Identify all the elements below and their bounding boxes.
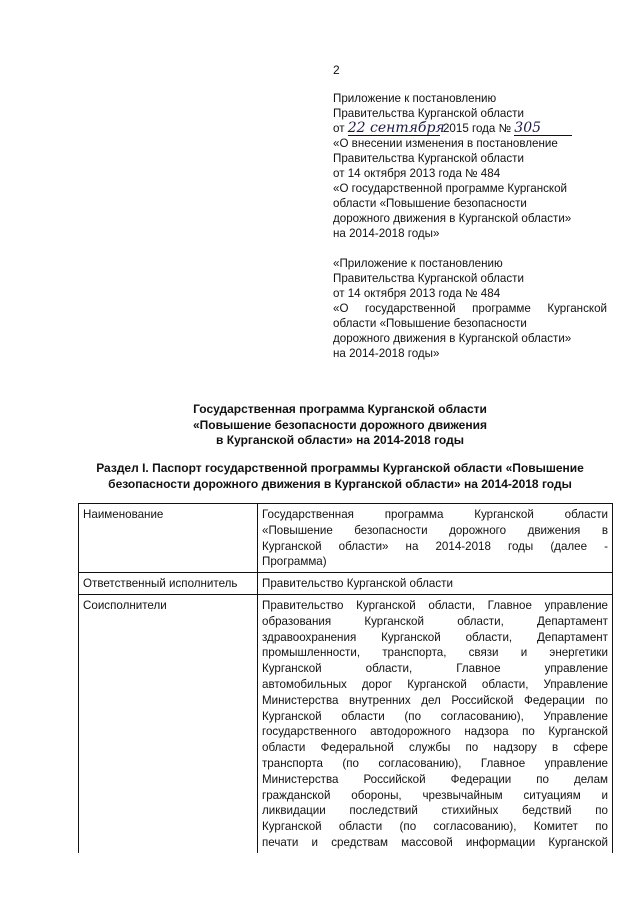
date-suffix: 2015 года № — [442, 122, 512, 135]
value-line: промышленности, транспорта, связи и энергетики — [262, 646, 608, 660]
table-row — [79, 573, 613, 595]
appendix-line: «Приложение к постановлению — [333, 257, 503, 270]
value-line: Курганской области» на 2014-2018 годы (далее - — [262, 539, 608, 553]
value-line: Правительство Курганской области — [262, 577, 453, 591]
section-title-line: Раздел I. Паспорт государственной программы Курганской области «Повышение — [96, 461, 584, 475]
appendix-line: от 14 октября 2013 года № 484 — [333, 167, 501, 180]
appendix-line: на 2014-2018 годы» — [333, 347, 440, 360]
appendix-line: Правительства Курганской области — [333, 152, 524, 165]
value-line: гражданской обороны, чрезвычайным ситуациям и — [262, 788, 608, 802]
appendix-line: от 14 октября 2013 года № 484 — [333, 287, 501, 300]
value-line: ликвидации последствий стихийных бедствий по — [262, 804, 608, 818]
passport-table — [78, 503, 613, 853]
appendix-line: дорожного движения в Курганской области» — [333, 332, 572, 345]
value-line: образования Курганской области, Департамент — [262, 614, 608, 628]
value-line: Государственная программа Курганской области — [262, 508, 608, 521]
appendix-line: «О государственной программе Курганской — [333, 182, 568, 195]
row-value — [258, 594, 613, 852]
value-line: транспорта (по согласованию), Главное управление — [262, 756, 608, 770]
program-title-line: в Курганской области» на 2014-2018 годы — [216, 433, 464, 447]
table-row — [79, 504, 613, 573]
section-title-line: безопасности дорожного движения в Курганской области» на 2014-2018 годы — [108, 476, 572, 491]
appendix-line: на 2014-2018 годы» — [333, 227, 440, 240]
date-prefix: от — [333, 122, 345, 135]
appendix-line: «О государственной программе Курганской — [333, 302, 607, 315]
value-line: печати и средствам массовой информации Курганской — [262, 835, 608, 849]
appendix-line: Правительства Курганской области — [333, 107, 524, 120]
appendix-line: Приложение к постановлению — [333, 92, 497, 105]
row-label: Наименование — [79, 504, 258, 573]
value-line: Программа) — [262, 555, 327, 569]
handwritten-date: 22 сентября — [347, 120, 445, 136]
value-line: «Повышение безопасности дорожного движения в — [262, 523, 608, 537]
row-label: Соисполнители — [79, 594, 258, 852]
value-line: Министерства внутренних дел Российской Федерации по — [262, 693, 608, 707]
program-title-line: «Повышение безопасности дорожного движения — [193, 417, 487, 432]
handwritten-number: 305 — [514, 122, 572, 136]
table-row — [79, 594, 613, 852]
program-title-line: Государственная программа Курганской области — [193, 402, 487, 416]
row-value — [258, 573, 613, 595]
value-line: Курганской области (по согласованию), Комитет по — [262, 820, 608, 834]
appendix-current-decree — [333, 91, 607, 241]
value-line: Министерства Российской Федерации по делам — [262, 772, 608, 786]
appendix-line: «О внесении изменения в постановление — [333, 137, 558, 150]
decree-date-line — [333, 121, 607, 136]
appendix-original-decree — [333, 256, 607, 361]
value-line: области Федеральной службы по надзору в сфере — [262, 741, 608, 755]
appendix-line: дорожного движения в Курганской области» — [333, 212, 572, 225]
appendix-line: области «Повышение безопасности — [333, 197, 527, 210]
program-title — [70, 402, 610, 449]
row-label: Ответственный исполнитель — [79, 573, 258, 595]
value-line: Курганской области, Главное управление — [262, 662, 608, 676]
row-value — [258, 504, 613, 573]
appendix-line: Правительства Курганской области — [333, 272, 524, 285]
page-number: 2 — [333, 63, 340, 77]
appendix-line: области «Повышение безопасности — [333, 317, 527, 330]
value-line: автомобильных дорог Курганской области, Управление — [262, 677, 608, 691]
value-line: Правительство Курганской области, Главное управление — [262, 598, 608, 612]
value-line: здравоохранения Курганской области, Департамент — [262, 630, 608, 644]
section-title — [60, 461, 620, 492]
value-line: государственного автодорожного надзора по Курганской — [262, 725, 608, 739]
value-line: Курганской области (по согласованию), Управление — [262, 709, 608, 723]
